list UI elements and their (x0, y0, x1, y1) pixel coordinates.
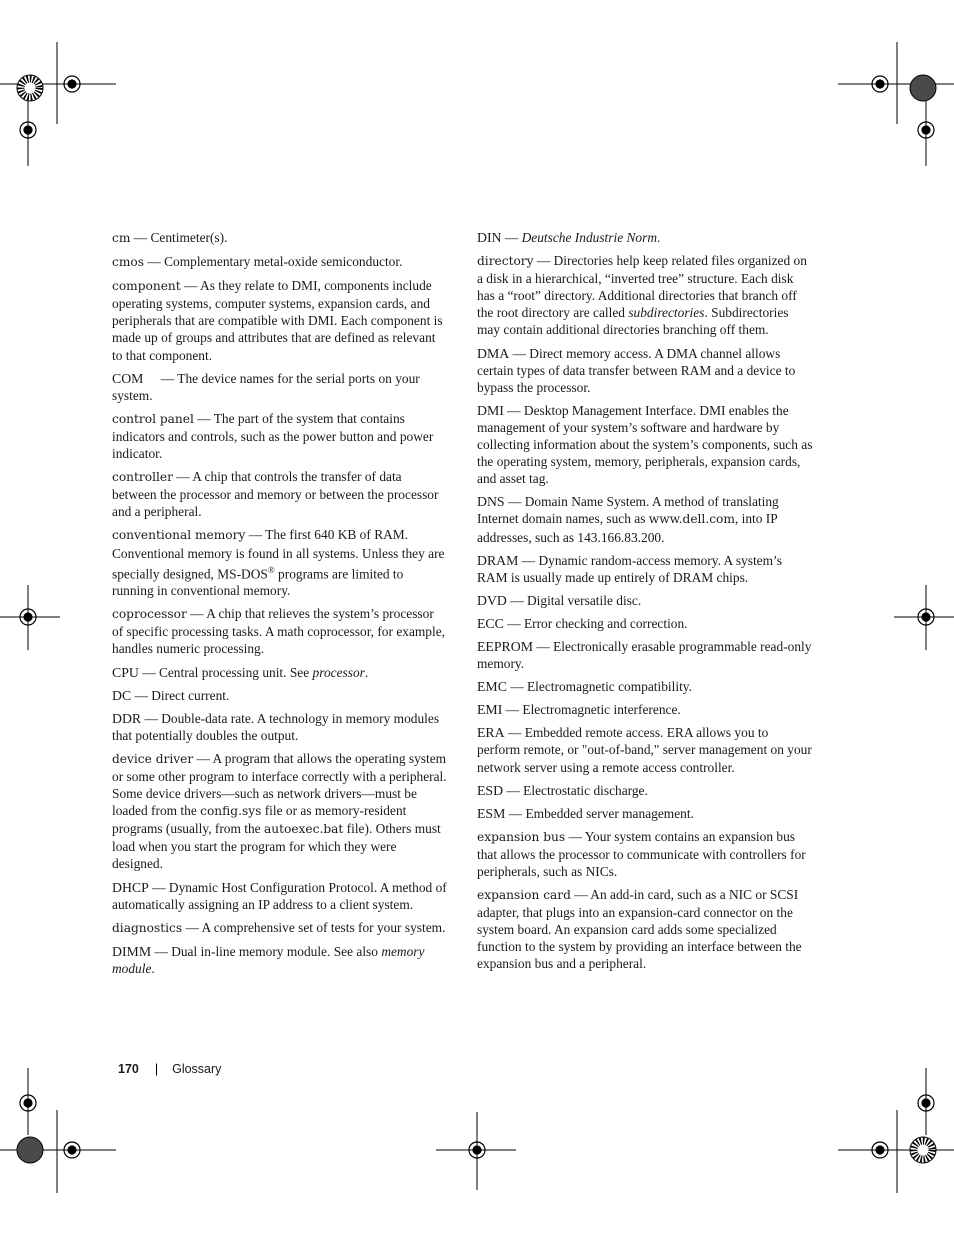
term: expansion card (477, 888, 571, 903)
entry-esd (477, 782, 813, 799)
term: CPU (112, 664, 139, 680)
term: ECC (477, 615, 504, 631)
entry-dns (477, 493, 813, 545)
punctuation: . (657, 230, 661, 245)
entry-cm (112, 229, 448, 247)
dash: — (193, 410, 214, 426)
page-footer (118, 1062, 221, 1076)
entry-ddr (112, 710, 448, 744)
dash: — (504, 494, 525, 510)
dash: — (193, 750, 213, 766)
italic-term: subdirectories (628, 305, 705, 321)
entry-conventional-memory (112, 526, 448, 599)
dash: — (503, 402, 524, 418)
term: cmos (112, 255, 144, 270)
entry-expansion-card (477, 886, 813, 972)
term: EMI (477, 702, 503, 718)
dash: — (172, 469, 193, 485)
definition: An add-in card, such as a NIC or SCSI adapter, that plugs into an expansion-card connector on the system board. An expansion card adds some specialized function to the system by providing an interface between the expansion bus and a peripheral. (477, 887, 802, 972)
filename: config.sys (200, 804, 262, 819)
term: DMA (477, 345, 510, 361)
term: DVD (477, 592, 507, 608)
term: DHCP (112, 879, 149, 895)
entry-dmi (477, 402, 813, 487)
dash: — (518, 552, 539, 568)
term: conventional memory (112, 528, 246, 543)
definition: As they relate to DMI, components include operating systems, computer systems, expansion cards, and peripherals that are compatible with DMI. Each component is made up of groups and attributes that are defined as relevant to that component. (112, 278, 443, 363)
definition: Electromagnetic compatibility. (527, 679, 692, 695)
definition: Error checking and correction. (523, 615, 688, 631)
glossary-right-column (477, 229, 813, 979)
entry-dma (477, 345, 813, 396)
entry-directory (477, 252, 813, 338)
entry-cpu (112, 664, 448, 681)
term: cm (112, 231, 131, 245)
definition: Domain Name System. A method of translating Internet domain names, such as (477, 494, 779, 527)
definition: The device names for the serial ports on your system. (112, 370, 420, 403)
term: ESM (477, 805, 506, 821)
cross-reference: processor (312, 664, 365, 680)
definition-cont: file or as memory-resident programs (usually, from the (112, 803, 407, 837)
entry-din (477, 229, 813, 246)
term: DMI (477, 402, 504, 418)
definition: Centimeter(s). (150, 230, 228, 245)
definition-cont: file). Others must load when you start the program for which they were designed. (112, 821, 441, 872)
entry-dhcp (112, 879, 448, 913)
definition: Direct memory access. A DMA channel allows certain types of data transfer between RAM and a device to bypass the processor. (477, 345, 796, 395)
definition: Electronically erasable programmable read-only memory. (477, 638, 812, 672)
definition: The first 640 KB of RAM. Conventional memory is found in all systems. Unless they are specially designed, MS-DOS (112, 527, 445, 582)
definition: Embedded server management. (525, 805, 694, 821)
punctuation: . (151, 960, 155, 976)
definition: Deutsche Industrie Norm (521, 230, 658, 245)
definition: Dynamic Host Configuration Protocol. A method of automatically assigning an IP address to a client system. (112, 879, 447, 912)
dash: — (151, 943, 172, 959)
dash: — (504, 725, 525, 741)
filename: autoexec.bat (263, 822, 344, 837)
definition: A chip that controls the transfer of data between the processor and memory or between the processor and a peripheral. (112, 469, 439, 520)
dash: — (130, 230, 151, 245)
definition: A comprehensive set of tests for your system. (201, 919, 446, 935)
term: DNS (477, 494, 505, 510)
definition: Dual in-line memory module. See also (171, 943, 382, 959)
entry-ecc (477, 615, 813, 632)
term: DIMM (112, 943, 152, 959)
dash: — (131, 687, 152, 703)
dash: — (501, 230, 522, 245)
dash: — (532, 638, 554, 654)
entry-dc (112, 687, 448, 704)
cross-reference: memory module (112, 943, 425, 976)
term: controller (112, 470, 173, 485)
term: DIN (477, 230, 502, 245)
definition: The part of the system that contains indicators and controls, such as the power button and power indicator. (112, 410, 434, 462)
dash: — (186, 606, 207, 622)
registered-mark: ® (267, 564, 275, 575)
definition-cont: , into IP addresses, such as 143.166.83.200. (477, 511, 778, 545)
entry-expansion-bus (477, 828, 813, 880)
entry-dimm (112, 943, 448, 977)
footer-separator: | (154, 1062, 159, 1076)
dash: — (509, 345, 530, 361)
glossary-left-column (112, 229, 448, 983)
term: diagnostics (112, 920, 183, 935)
dash: — (503, 615, 524, 631)
dash: — (182, 919, 202, 935)
definition: Digital versatile disc. (527, 592, 642, 608)
term: component (112, 279, 181, 294)
entry-component (112, 277, 448, 363)
term: EEPROM (477, 638, 533, 654)
section-title: Glossary (172, 1062, 222, 1076)
dash: — (138, 664, 159, 680)
dash: — (143, 254, 165, 270)
page-number: 170 (118, 1062, 139, 1076)
definition: A program that allows the operating system or some other program to interface correctly with a peripheral. Some device drivers—such as network drivers—must be loaded from the (112, 750, 447, 819)
definition: Electrostatic discharge. (523, 782, 648, 798)
definition: Complementary metal-oxide semiconductor. (164, 254, 403, 270)
dash: — (180, 278, 201, 294)
term: DRAM (477, 552, 519, 568)
definition-cont: . Subdirectories may contain additional directories branching off them. (477, 305, 789, 338)
definition: Direct current. (151, 687, 230, 703)
dash: — (506, 679, 527, 695)
term: DDR (112, 710, 142, 726)
term: DC (112, 687, 132, 703)
entry-era (477, 724, 813, 775)
entry-control-panel (112, 410, 448, 462)
definition-cont: programs are limited to running in conventional memory. (112, 566, 404, 599)
definition: Dynamic random-access memory. A system’s RAM is usually made up entirely of DRAM chips. (477, 552, 782, 585)
dash: — (506, 592, 527, 608)
dash: — (505, 805, 526, 821)
term: COM (112, 370, 144, 386)
entry-dram (477, 552, 813, 586)
dash: — (503, 782, 524, 798)
dash: — (148, 879, 169, 895)
definition: Embedded remote access. ERA allows you to perform remote, or "out-of-band," server management on your network server using a remote access controller. (477, 725, 812, 775)
entry-device-driver (112, 750, 448, 873)
entry-com (112, 370, 448, 404)
entry-esm (477, 805, 813, 822)
definition: Your system contains an expansion bus that allows the processor to communicate with controllers for peripherals, such as NICs. (477, 828, 806, 879)
entry-cmos (112, 253, 448, 271)
entry-dvd (477, 592, 813, 609)
term: EMC (477, 679, 507, 695)
entry-controller (112, 468, 448, 520)
dash: — (570, 887, 591, 903)
dash: — (157, 370, 178, 386)
dash: — (245, 527, 266, 543)
term: control panel (112, 411, 194, 426)
entry-eeprom (477, 638, 813, 672)
term: coprocessor (112, 607, 187, 622)
entry-diagnostics (112, 919, 448, 937)
definition: Desktop Management Interface. DMI enables the management of your system’s software and hardware by collecting information about the system’s components, such as the operating system, memory, peripherals, expansion cards, and asset tag. (477, 402, 813, 487)
entry-coprocessor (112, 605, 448, 657)
dash: — (502, 702, 523, 718)
term: ERA (477, 725, 505, 741)
entry-emi (477, 701, 813, 718)
term: ESD (477, 782, 504, 798)
term: device driver (112, 751, 194, 766)
term: expansion bus (477, 829, 566, 844)
punctuation: . (364, 664, 369, 680)
url: www.dell.com (648, 512, 735, 527)
dash: — (533, 253, 554, 269)
definition: Directories help keep related files organized on a disk in a hierarchical, “inverted tree” structure. Each disk has a “root” directory. Additional directories that branch off the root directory are called (477, 253, 807, 321)
dash: — (565, 828, 585, 844)
definition: Double-data rate. A technology in memory modules that potentially doubles the output. (112, 710, 440, 743)
term: directory (477, 254, 534, 269)
definition: Electromagnetic interference. (522, 702, 681, 718)
entry-emc (477, 678, 813, 695)
dash: — (141, 710, 162, 726)
definition: A chip that relieves the system’s processor of specific processing tasks. A math coprocessor, for example, handles numeric processing. (112, 606, 446, 657)
definition: Central processing unit. See (158, 664, 313, 680)
